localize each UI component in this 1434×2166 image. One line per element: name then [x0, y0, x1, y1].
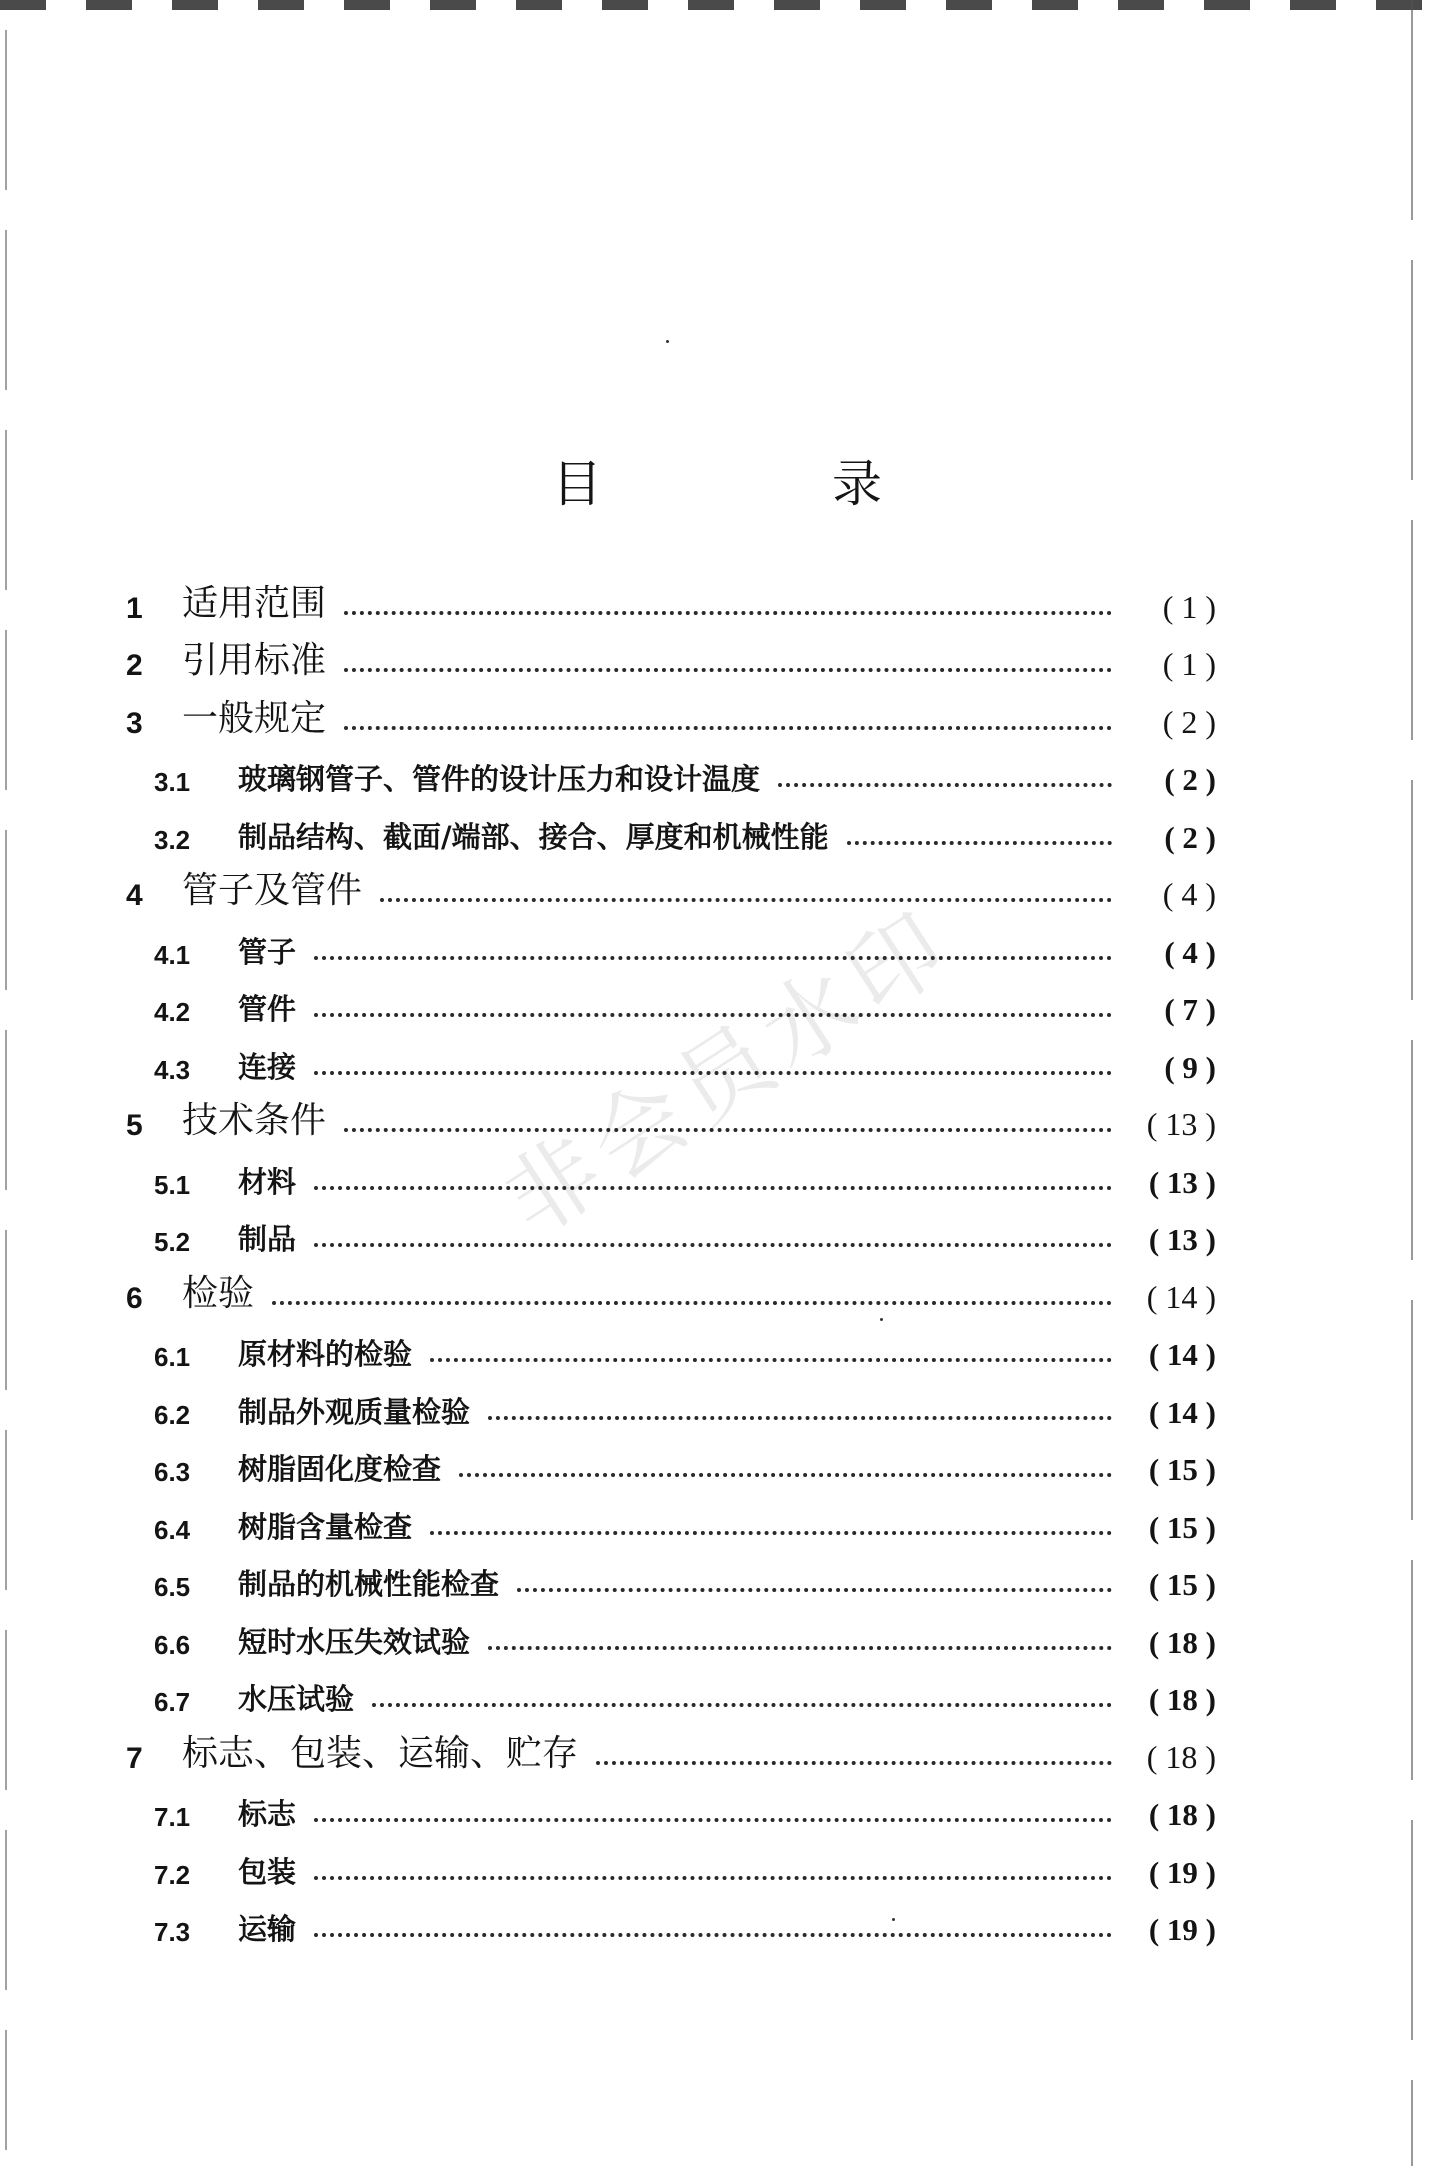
toc-entry-number: 6.6 — [154, 1629, 191, 1660]
dot-leader — [459, 1473, 1112, 1477]
toc-entry[interactable] — [126, 1316, 1216, 1374]
toc-entry-number: 6.4 — [154, 1514, 191, 1545]
toc-entry-number: 6.1 — [154, 1342, 191, 1372]
toc-entry-page: ( 14 ) — [1148, 1394, 1216, 1430]
toc-entry-page: ( 7 ) — [1164, 992, 1216, 1027]
dot-leader — [314, 1243, 1112, 1247]
toc-entry-title: 适用范围 — [182, 582, 327, 624]
toc-entry-title: 树脂含量检查 — [238, 1509, 413, 1544]
toc-entry-title: 材料 — [238, 1164, 297, 1199]
toc-entry-page: ( 15 ) — [1148, 1452, 1216, 1487]
dot-leader — [488, 1646, 1112, 1650]
scan-edge-left — [5, 30, 7, 2150]
toc-entry-page: ( 18 ) — [1148, 1682, 1216, 1717]
toc-entry-number: 6.2 — [154, 1399, 191, 1430]
toc-entry-title: 包装 — [238, 1854, 297, 1889]
toc-entry[interactable] — [126, 856, 1216, 914]
toc-entry-page: ( 2 ) — [1164, 762, 1216, 797]
dot-leader — [596, 1761, 1112, 1765]
toc-entry-number: 5.2 — [154, 1227, 191, 1257]
toc-entry-page: ( 14 ) — [1146, 1278, 1216, 1315]
toc-entry[interactable] — [126, 741, 1216, 799]
toc-entry-title: 短时水压失效试验 — [238, 1624, 471, 1659]
toc-entry-title: 检验 — [182, 1272, 255, 1314]
toc-entry-title: 水压试验 — [238, 1682, 355, 1716]
toc-entry[interactable] — [126, 1373, 1216, 1431]
toc-entry-page: ( 18 ) — [1146, 1738, 1216, 1775]
toc-entry[interactable] — [126, 1201, 1216, 1259]
dot-leader — [488, 1416, 1112, 1420]
toc-entry-page: ( 15 ) — [1148, 1509, 1216, 1545]
toc-entry-number: 2 — [126, 649, 143, 682]
toc-entry-number: 3.1 — [154, 767, 191, 797]
toc-entry-page: ( 2 ) — [1162, 703, 1216, 740]
toc-entry-page: ( 13 ) — [1148, 1222, 1216, 1257]
toc-entry[interactable] — [126, 1086, 1216, 1144]
dot-leader — [314, 1071, 1112, 1075]
scan-speck — [666, 340, 669, 343]
toc-entry[interactable] — [126, 913, 1216, 971]
page-title: 目 录 — [552, 454, 972, 513]
dot-leader — [314, 1876, 1112, 1880]
toc-entry[interactable] — [126, 1488, 1216, 1546]
toc-entry[interactable] — [126, 1431, 1216, 1489]
toc-entry-page: ( 19 ) — [1148, 1854, 1216, 1890]
toc-entry-number: 7 — [126, 1741, 143, 1775]
toc-entry[interactable] — [126, 971, 1216, 1029]
toc-entry-title: 管子 — [238, 934, 297, 969]
toc-entry-title: 原材料的检验 — [238, 1337, 413, 1371]
toc-entry-title: 管件 — [238, 992, 297, 1026]
watermark-text: 非会员水印 — [486, 888, 973, 1257]
toc-entry-title: 运输 — [238, 1912, 297, 1946]
dot-leader — [847, 841, 1112, 845]
toc-entry-title: 技术条件 — [182, 1100, 327, 1141]
toc-entry[interactable] — [126, 1258, 1216, 1316]
toc-entry-number: 4.2 — [154, 997, 191, 1027]
toc-entry-page: ( 18 ) — [1148, 1624, 1216, 1660]
toc-entry-title: 制品的机械性能检查 — [238, 1567, 500, 1601]
toc-entry-number: 3 — [126, 706, 143, 740]
toc-entry-title: 玻璃钢管子、管件的设计压力和设计温度 — [238, 762, 761, 796]
toc-entry-page: ( 18 ) — [1148, 1797, 1216, 1832]
toc-entry-number: 7.3 — [154, 1917, 191, 1947]
toc-entry-number: 5 — [126, 1109, 143, 1142]
toc-entry-number: 6.7 — [154, 1687, 191, 1717]
toc-entry-number: 5.1 — [154, 1169, 191, 1200]
table-of-contents — [126, 568, 1216, 1948]
toc-entry-number: 7.1 — [154, 1802, 191, 1832]
dot-leader — [344, 668, 1112, 672]
toc-entry-page: ( 13 ) — [1146, 1106, 1216, 1142]
toc-entry-number: 7.2 — [154, 1859, 191, 1890]
dot-leader — [517, 1588, 1112, 1592]
toc-entry[interactable] — [126, 568, 1216, 626]
scan-edge-top — [0, 0, 1434, 10]
toc-entry-number: 6 — [126, 1281, 143, 1315]
toc-entry-title: 引用标准 — [182, 640, 327, 681]
toc-entry-title: 制品外观质量检验 — [238, 1394, 471, 1429]
toc-entry-page: ( 19 ) — [1148, 1912, 1216, 1947]
toc-entry-number: 6.5 — [154, 1572, 191, 1602]
toc-entry-title: 制品 — [238, 1222, 297, 1256]
dot-leader — [314, 1186, 1112, 1190]
dot-leader — [314, 956, 1112, 960]
toc-entry-number: 1 — [126, 591, 143, 625]
dot-leader — [430, 1358, 1112, 1362]
toc-entry-page: ( 14 ) — [1148, 1337, 1216, 1372]
toc-entry[interactable] — [126, 1603, 1216, 1661]
toc-entry-title: 树脂固化度检查 — [238, 1452, 442, 1486]
toc-entry[interactable] — [126, 1718, 1216, 1776]
toc-entry-number: 4 — [126, 879, 143, 912]
toc-entry-number: 4.3 — [154, 1054, 191, 1085]
dot-leader — [314, 1818, 1112, 1822]
toc-entry-number: 4.1 — [154, 939, 191, 970]
dot-leader — [344, 1128, 1112, 1132]
dot-leader — [344, 726, 1112, 730]
toc-entry[interactable] — [126, 1891, 1216, 1949]
toc-entry-page: ( 15 ) — [1148, 1567, 1216, 1602]
dot-leader — [344, 611, 1112, 615]
toc-entry[interactable] — [126, 683, 1216, 741]
toc-entry-page: ( 9 ) — [1164, 1049, 1216, 1085]
dot-leader — [372, 1703, 1112, 1707]
toc-entry[interactable] — [126, 1833, 1216, 1891]
toc-entry[interactable] — [126, 1661, 1216, 1719]
dot-leader — [380, 898, 1112, 902]
dot-leader — [314, 1013, 1112, 1017]
toc-entry-page: ( 4 ) — [1164, 934, 1216, 970]
toc-entry-title: 管子及管件 — [182, 870, 363, 911]
toc-entry-page: ( 13 ) — [1148, 1164, 1216, 1200]
toc-entry-number: 6.3 — [154, 1457, 191, 1487]
dot-leader — [272, 1301, 1112, 1305]
toc-entry-title: 连接 — [238, 1049, 297, 1084]
toc-entry[interactable] — [126, 1143, 1216, 1201]
toc-entry-title: 标志 — [238, 1797, 297, 1831]
toc-entry-title: 一般规定 — [182, 697, 327, 739]
toc-entry-page: ( 1 ) — [1162, 588, 1216, 625]
toc-entry-page: ( 4 ) — [1162, 876, 1216, 912]
toc-entry[interactable] — [126, 1776, 1216, 1834]
toc-entry-title: 制品结构、截面/端部、接合、厚度和机械性能 — [238, 819, 829, 854]
dot-leader — [314, 1933, 1112, 1937]
dot-leader — [778, 783, 1112, 787]
toc-entry-title: 标志、包装、运输、贮存 — [182, 1732, 579, 1774]
toc-entry[interactable] — [126, 1546, 1216, 1604]
toc-entry[interactable] — [126, 798, 1216, 856]
scan-edge-right — [1411, 0, 1413, 2166]
toc-entry-page: ( 1 ) — [1162, 646, 1216, 682]
toc-entry[interactable] — [126, 626, 1216, 684]
toc-entry-number: 3.2 — [154, 824, 191, 855]
toc-entry[interactable] — [126, 1028, 1216, 1086]
toc-entry-page: ( 2 ) — [1164, 819, 1216, 855]
dot-leader — [430, 1531, 1112, 1535]
